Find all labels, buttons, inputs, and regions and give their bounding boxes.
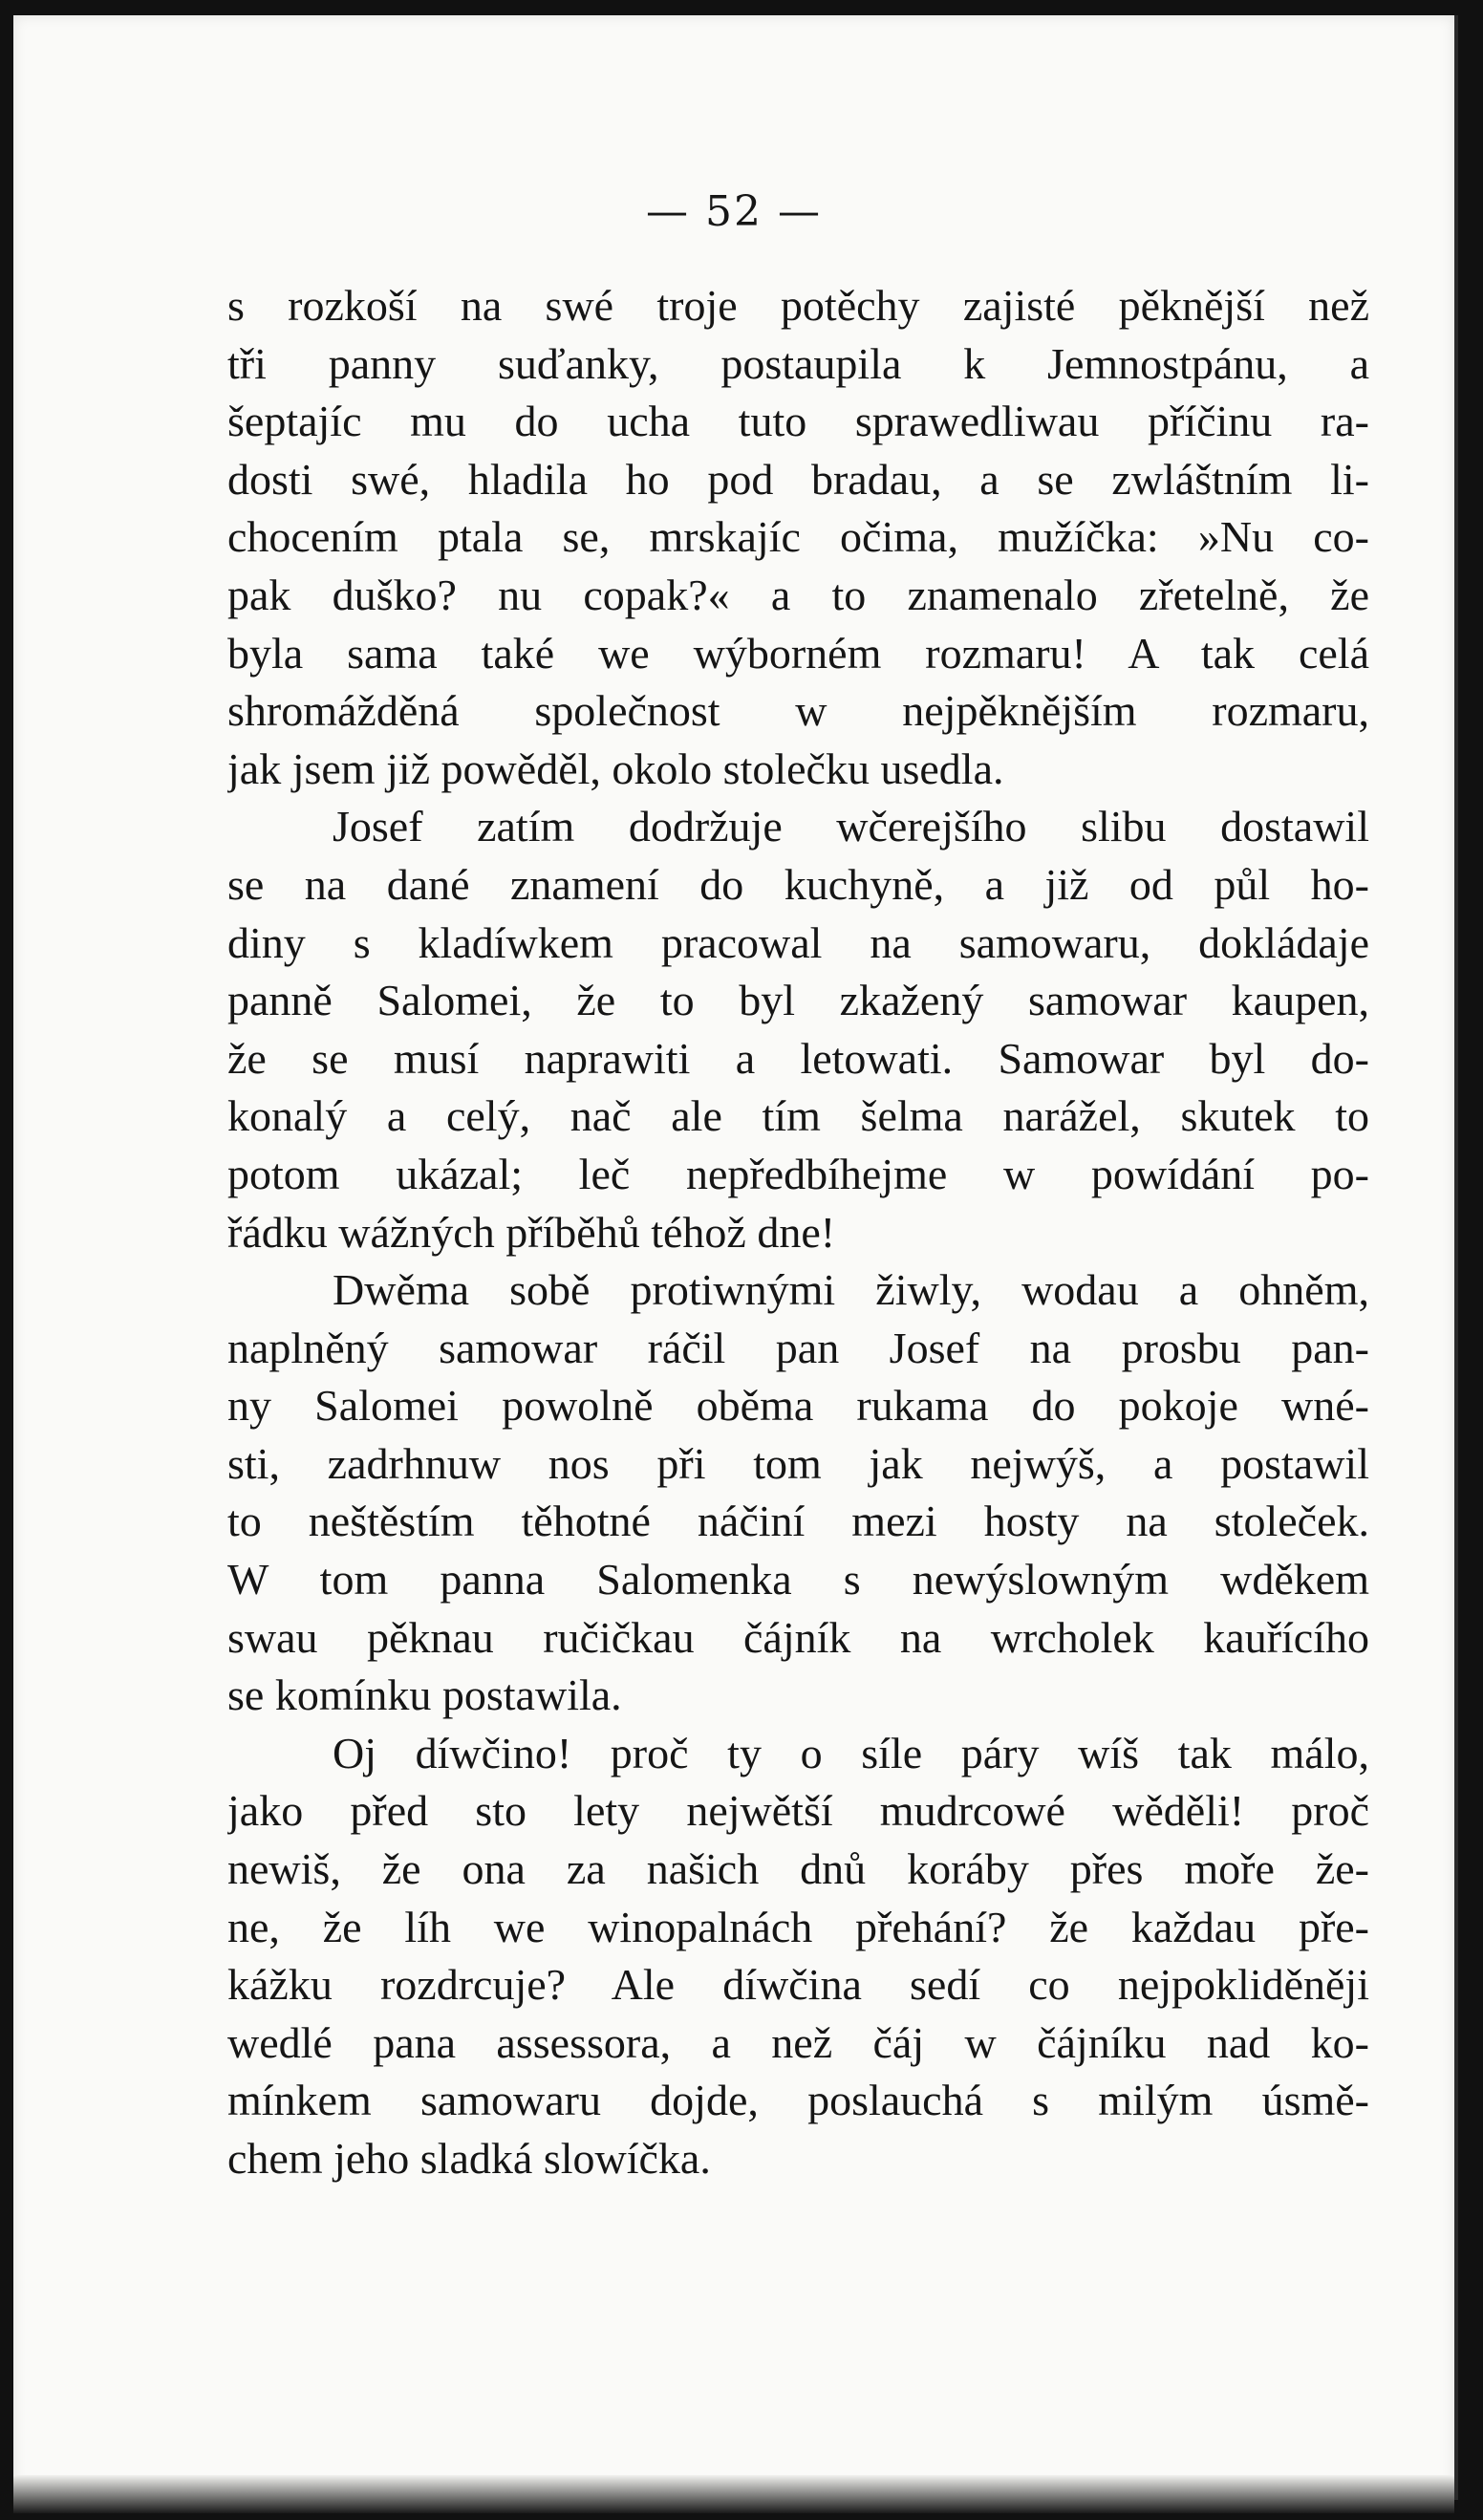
page-bottom-edge bbox=[13, 2475, 1454, 2513]
paragraph-1 bbox=[227, 277, 1369, 798]
text-line: chocením ptala se, mrskajíc očima, mužíčka: »Nu co- bbox=[227, 512, 1369, 562]
text-line: dosti swé, hladila ho pod bradau, a se zwláštním li- bbox=[227, 454, 1369, 504]
text-line: Dwěma sobě protiwnými žiwly, wodau a ohněm, bbox=[333, 1265, 1369, 1315]
text-line: se na dané znamení do kuchyně, a již od půl ho- bbox=[227, 859, 1369, 909]
text-line: chem jeho sladká slowíčka. bbox=[227, 2134, 711, 2183]
text-line: tři panny suďanky, postaupila k Jemnostpánu, a bbox=[227, 338, 1369, 388]
text-line: naplněný samowar ráčil pan Josef na prosbu pan- bbox=[227, 1323, 1369, 1372]
text-line: kážku rozdrcuje? Ale díwčina sedí co nejpokliděněji bbox=[227, 1960, 1369, 2010]
text-line: to neštěstím těhotné náčiní mezi hosty na stoleček. bbox=[227, 1497, 1369, 1546]
text-line: se komínku postawila. bbox=[227, 1670, 622, 1720]
text-line: panně Salomei, že to byl zkažený samowar kaupen, bbox=[227, 976, 1369, 1025]
text-line: byla sama také we wýborném rozmaru! A tak celá bbox=[227, 628, 1369, 678]
text-line: diny s kladíwkem pracowal na samowaru, dokládaje bbox=[227, 917, 1369, 967]
text-line: jak jsem již powěděl, okolo stolečku usedla. bbox=[227, 743, 1004, 793]
paragraph-3 bbox=[227, 1261, 1369, 1725]
text-line: mínkem samowaru dojde, poslauchá s milým úsmě- bbox=[227, 2076, 1369, 2125]
page-number: — 52 — bbox=[646, 187, 822, 236]
paragraph-2 bbox=[227, 798, 1369, 1261]
text-line: ne, že líh we winopalnách přehání? že každau pře- bbox=[227, 1902, 1369, 1951]
text-line: konalý a celý, nač ale tím šelma narážel, skutek to bbox=[227, 1091, 1369, 1141]
body-text bbox=[227, 277, 1369, 2188]
text-line: newiš, že ona za našich dnů koráby přes moře že- bbox=[227, 1844, 1369, 1894]
text-line: že se musí naprawiti a letowati. Samowar byl do- bbox=[227, 1033, 1369, 1083]
text-line: jako před sto lety nejwětší mudrcowé wěděli! proč bbox=[227, 1786, 1369, 1836]
text-line: wedlé pana assessora, a než čáj w čájníku nad ko- bbox=[227, 2017, 1369, 2067]
text-line: pak duško? nu copak?« a to znamenalo zřetelně, že bbox=[227, 570, 1369, 619]
text-line: Oj díwčino! proč ty o síle páry wíš tak málo, bbox=[333, 1728, 1369, 1777]
text-line: řádku wážných příběhů téhož dne! bbox=[227, 1207, 836, 1257]
text-line: W tom panna Salomenka s newýslowným wděkem bbox=[227, 1555, 1369, 1605]
text-line: sti, zadrhnuw nos při tom jak nejwýš, a postawil bbox=[227, 1438, 1369, 1488]
paragraph-4 bbox=[227, 1725, 1369, 2188]
text-line: šeptajíc mu do ucha tuto sprawedliwau příčinu ra- bbox=[227, 397, 1369, 446]
text-line: shromážděná společnost w nejpěknějším rozmaru, bbox=[227, 686, 1369, 736]
text-line: Josef zatím dodržuje wčerejšího slibu dostawil bbox=[333, 802, 1369, 851]
text-line: potom ukázal; leč nepředbíhejme w powídání po- bbox=[227, 1149, 1369, 1198]
text-line: swau pěknau ručičkau čájník na wrcholek kauřícího bbox=[227, 1612, 1369, 1662]
text-line: s rozkoší na swé troje potěchy zajisté pěknější než bbox=[227, 281, 1369, 330]
text-line: ny Salomei powolně oběma rukama do pokoje wné- bbox=[227, 1381, 1369, 1431]
